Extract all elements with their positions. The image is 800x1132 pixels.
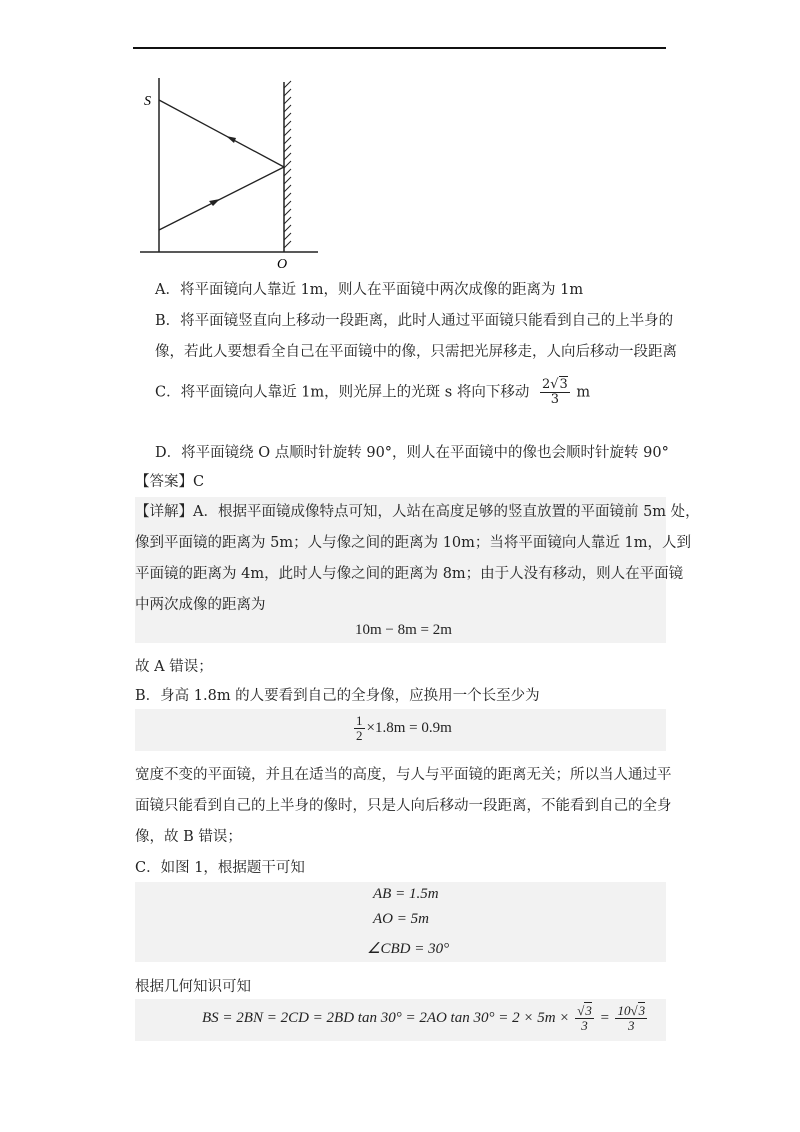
option-b-line2: 像，若此人要想看全自己在平面镜中的像，只需把光屏移走，人向后移动一段距离 (155, 344, 677, 360)
detail-line-10: C．如图 1，根据题干可知 (135, 860, 305, 876)
detail-line-1: 【详解】A．根据平面镜成像特点可知，人站在高度足够的竖直放置的平面镜前 5m 处， (135, 504, 700, 520)
option-c-text: C．将平面镜向人靠近 1m，则光屏上的光斑 s 将向下移动 (155, 384, 530, 401)
label-s: S (144, 94, 151, 109)
option-b-line1: B．将平面镜竖直向上移动一段距离，此时人通过平面镜只能看到自己的上半身的 (155, 313, 674, 329)
mirror-diagram (140, 78, 330, 273)
reflected-ray (159, 100, 284, 167)
option-d: D．将平面镜绕 O 点顺时针旋转 90°，则人在平面镜中的像也会顺时针旋转 90° (155, 445, 669, 461)
detail-line-3: 平面镜的距离为 4m，此时人与像之间的距离为 8m；由于人没有移动，则人在平面镜 (135, 566, 684, 582)
header-rule (133, 47, 666, 49)
option-c-unit: m (576, 384, 591, 401)
equation-6: BS = 2BN = 2CD = 2BD tan 30° = 2AO tan 30° = 2 × 5m × $\frac{√3}{3}$ = $\frac{10√3}{3}$ (202, 1003, 646, 1033)
detail-line-11: 根据几何知识可知 (135, 979, 251, 995)
detail-line-7: 宽度不变的平面镜，并且在适当的高度，与人与平面镜的距离无关；所以当人通过平 (135, 767, 672, 783)
detail-line-8: 面镜只能看到自己的上半身的像时，只是人向后移动一段距离，不能看到自己的全身 (135, 798, 672, 814)
equation-ab: AB = 1.5m (373, 886, 439, 902)
mirror-hatching (284, 81, 291, 248)
equation-2: $\frac{1}{2}$ ×1.8m = 0.9m (356, 713, 452, 743)
detail-line-2: 像到平面镜的距离为 5m；人与像之间的距离为 10m；当将平面镜向人靠近 1m，人到 (135, 535, 691, 551)
detail-line-9: 像，故 B 错误； (135, 829, 242, 845)
detail-line-6: B．身高 1.8m 的人要看到自己的全身像，应换用一个长至少为 (135, 688, 540, 704)
detail-line-5: 故 A 错误； (135, 659, 213, 675)
reflected-arrow (226, 136, 236, 143)
mirror-figure (140, 78, 330, 273)
option-c-fraction: $\frac{2√3}{3}$ (541, 377, 568, 407)
detail-line-4: 中两次成像的距离为 (135, 597, 266, 613)
option-a: A．将平面镜向人靠近 1m，则人在平面镜中两次成像的距离为 1m (155, 282, 584, 298)
label-o: O (277, 257, 288, 272)
answer-label: 【答案】C (135, 474, 205, 490)
option-c (155, 378, 590, 407)
incident-arrow (209, 199, 220, 206)
equation-ao: AO = 5m (373, 911, 429, 927)
equation-1: 10m − 8m = 2m (355, 622, 452, 638)
incident-ray (159, 167, 284, 230)
equation-angle: ∠CBD = 30° (367, 941, 450, 957)
